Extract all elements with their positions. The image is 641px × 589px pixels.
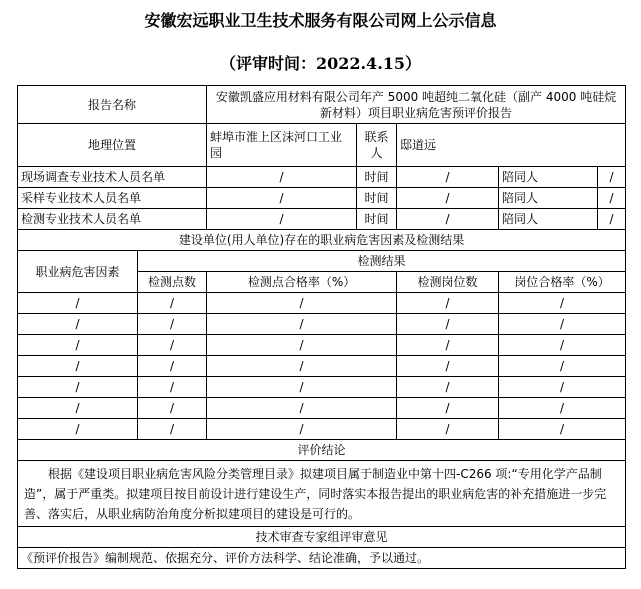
table-cell: / <box>499 398 626 419</box>
page-title: 安徽宏远职业卫生技术服务有限公司网上公示信息 <box>144 11 497 30</box>
table-row <box>18 314 626 335</box>
staff-row <box>18 188 626 209</box>
table-cell: / <box>397 335 499 356</box>
table-cell: / <box>18 419 138 440</box>
table-cell: / <box>138 293 207 314</box>
time-label: 时间 <box>357 167 397 188</box>
table-cell: / <box>397 377 499 398</box>
table-cell: / <box>207 314 397 335</box>
time-label: 时间 <box>357 188 397 209</box>
review-title: 技术审查专家组评审意见 <box>18 527 626 548</box>
table-row <box>18 356 626 377</box>
table-cell: / <box>138 356 207 377</box>
table-cell: / <box>499 419 626 440</box>
companion-label: 陪同人 <box>499 209 598 230</box>
table-cell: / <box>207 377 397 398</box>
table-cell: / <box>397 356 499 377</box>
table-cell: / <box>397 419 499 440</box>
report-name-label: 报告名称 <box>18 86 207 124</box>
table-cell: / <box>18 293 138 314</box>
table-cell: / <box>18 335 138 356</box>
review-time: （评审时间：2022.4.15） <box>219 54 422 73</box>
staff-row <box>18 167 626 188</box>
contact-value: 邸道远 <box>397 124 626 167</box>
staff-value: / <box>207 209 357 230</box>
table-row <box>18 293 626 314</box>
staff-value: / <box>207 167 357 188</box>
table-cell: / <box>397 398 499 419</box>
staff-label: 现场调查专业技术人员名单 <box>18 167 207 188</box>
info-table <box>17 85 626 569</box>
conclusion-title: 评价结论 <box>18 440 626 461</box>
staff-value: / <box>207 188 357 209</box>
conclusion-text: 根据《建设项目职业病危害风险分类管理目录》拟建项目属于制造业中第十四-C266 项:“专用化学产品制造”，属于严重类。拟建项目按目前设计进行建设生产，同时落实本报告提出的职业病危害的补充措施进一步完善、落实后，从职业病防治角度分析拟建项目的建设是可行的。 <box>18 461 626 527</box>
report-name-value: 安徽凯盛应用材料有限公司年产 5000 吨超纯二氧化硅（副产 4000 吨硅烷新材料）项目职业病危害预评价报告 <box>207 86 626 124</box>
table-cell: / <box>499 377 626 398</box>
companion-value: / <box>598 167 626 188</box>
column-header: 检测点数 <box>138 272 207 293</box>
table-cell: / <box>499 293 626 314</box>
table-cell: / <box>138 335 207 356</box>
table-row <box>18 335 626 356</box>
table-cell: / <box>207 419 397 440</box>
location-value: 蚌埠市淮上区沫河口工业园 <box>207 124 357 167</box>
staff-label: 采样专业技术人员名单 <box>18 188 207 209</box>
table-cell: / <box>207 293 397 314</box>
column-header: 岗位合格率（%） <box>499 272 626 293</box>
results-header: 检测结果 <box>138 251 626 272</box>
time-value: / <box>397 188 499 209</box>
table-cell: / <box>207 398 397 419</box>
table-cell: / <box>18 377 138 398</box>
column-header: 检测岗位数 <box>397 272 499 293</box>
table-cell: / <box>499 356 626 377</box>
time-label: 时间 <box>357 209 397 230</box>
table-cell: / <box>138 377 207 398</box>
table-cell: / <box>207 335 397 356</box>
hazard-section-title: 建设单位(用人单位)存在的职业病危害因素及检测结果 <box>18 230 626 251</box>
table-cell: / <box>18 314 138 335</box>
table-cell: / <box>397 314 499 335</box>
factor-header: 职业病危害因素 <box>18 251 138 293</box>
review-text: 《预评价报告》编制规范、依据充分、评价方法科学、结论准确，予以通过。 <box>18 548 626 569</box>
table-row <box>18 398 626 419</box>
staff-label: 检测专业技术人员名单 <box>18 209 207 230</box>
time-value: / <box>397 209 499 230</box>
table-cell: / <box>397 293 499 314</box>
staff-row <box>18 209 626 230</box>
table-cell: / <box>138 314 207 335</box>
companion-value: / <box>598 209 626 230</box>
table-cell: / <box>138 419 207 440</box>
companion-value: / <box>598 188 626 209</box>
companion-label: 陪同人 <box>499 188 598 209</box>
location-label: 地理位置 <box>18 124 207 167</box>
table-cell: / <box>138 398 207 419</box>
table-cell: / <box>18 398 138 419</box>
table-cell: / <box>18 356 138 377</box>
table-row <box>18 377 626 398</box>
contact-label: 联系人 <box>357 124 397 167</box>
table-cell: / <box>207 356 397 377</box>
column-header: 检测点合格率（%） <box>207 272 397 293</box>
table-row <box>18 419 626 440</box>
time-value: / <box>397 167 499 188</box>
table-cell: / <box>499 314 626 335</box>
companion-label: 陪同人 <box>499 167 598 188</box>
table-cell: / <box>499 335 626 356</box>
